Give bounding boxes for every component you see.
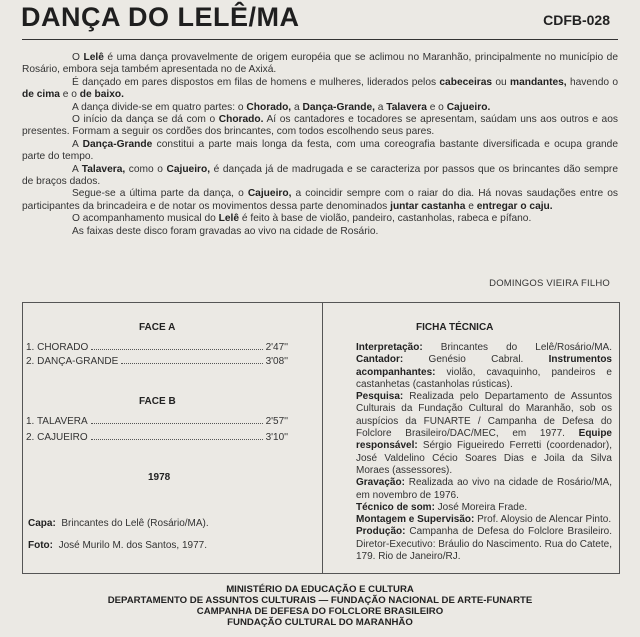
photo-credit: Foto: José Murilo M. dos Santos, 1977. [28,540,207,551]
box-divider [322,302,323,574]
footer-line: FUNDAÇÃO CULTURAL DO MARANHÃO [227,617,413,628]
paragraph-2: É dançado em pares dispostos em filas de homens e mulheres, liderados pelos cabeceiras ou mandantes, havendo o de cima e o de baixo. [22,76,618,101]
ficha-tecnica-title: FICHA TÉCNICA [416,322,494,333]
author-signature: DOMINGOS VIEIRA FILHO [489,278,610,289]
paragraph-3: A dança divide-se em quatro partes: o Chorado, a Dança-Grande, a Talavera e o Cajueiro. [72,101,491,113]
ficha-pesquisa: Pesquisa: Realizada pelo Departamento de Assuntos Culturais da Fundação Cultural do Maranhão, sob os auspícios da FUNARTE / Campanha de Defesa do Folclore Brasileiro/DAC/MEC, em 1977. Equipe responsável: Sérgio Figueiredo Ferretti (coordenador), José Valdelino Cécio Soares Dias e Joila da Silva Moraes (assessores). [356,391,612,476]
track-row: 2. CAJUEIRO 3'10'' [26,432,288,443]
catalog-number: CDFB-028 [543,12,610,28]
paragraph-1: O Lelê é uma dança provavelmente de origem européia que se aclimou no Maranhão, principalmente no município de Rosário, embora seja também apresentada no de Axixá. [22,52,618,76]
liner-notes [22,52,618,238]
track-row: 1. CHORADO 2'47'' [26,342,288,353]
release-year: 1978 [148,472,171,483]
paragraph-9: As faixas deste disco foram gravadas ao vivo na cidade de Rosário. [72,225,379,237]
track-row: 2. DANÇA-GRANDE 3'08'' [26,356,288,367]
ficha-tecnico: Técnico de som: José Moreira Frade. [356,501,528,513]
face-a-title: FACE A [139,322,176,333]
title-rule [22,39,618,40]
album-title: DANÇA DO LELÊ/MA [21,2,300,32]
face-b-title: FACE B [139,396,176,407]
ficha-tecnica [356,342,612,563]
paragraph-8: O acompanhamento musical do Lelê é feito à base de violão, pandeiro, castanholas, rabeca e pífano. [72,213,532,225]
paragraph-4: O início da dança se dá com o Chorado. Aí os cantadores e tocadores se apresentam, saúdam uns aos outros e aos presentes. Formam a seguir os cordões dos brincantes, com todos escolhendo seus pares. [22,114,618,138]
paragraph-6: A Talavera, como o Cajueiro, é dançada já de madrugada e se caracteriza por passos que os brincantes dão sempre de braços dados. [22,163,618,188]
track-row: 1. TALAVERA 2'57'' [26,416,288,427]
cover-credit: Capa: Brincantes do Lelê (Rosário/MA). [28,518,209,529]
paragraph-5: A Dança-Grande constitui a parte mais longa da festa, com uma coreografia bastante diversificada e ocupa grande parte do tempo. [22,138,618,163]
institution-footer [0,584,640,628]
footer-line: CAMPANHA DE DEFESA DO FOLCLORE BRASILEIRO [196,606,444,617]
ficha-montagem: Montagem e Supervisão: Prof. Aloysio de Alencar Pinto. [356,514,612,526]
paragraph-7: Segue-se a última parte da dança, o Cajueiro, a coincidir sempre com o raiar do dia. Há novas saudações entre os participantes da brincadeira e de notar os movimentos dessa parte denominados juntar castanha e entregar o caju. [22,188,618,212]
ficha-interpretacao: Interpretação: Brincantes do Lelê/Rosário/MA. Cantador: Genésio Cabral. Instrumentos acompanhantes: violão, cavaquinho, pandeiros e castanhetas (castanholas rústicas). [356,342,612,390]
ficha-producao: Produção: Campanha de Defesa do Folclore Brasileiro. Diretor-Executivo: Bráulio do Nascimento. Rua do Catete, 179. Rio de Janeiro/RJ. [356,526,612,563]
ficha-gravacao: Gravação: Realizada ao vivo na cidade de Rosário/MA, em novembro de 1976. [356,477,612,501]
footer-line: MINISTÉRIO DA EDUCAÇÃO E CULTURA [226,584,414,595]
footer-line: DEPARTAMENTO DE ASSUNTOS CULTURAIS — FUNDAÇÃO NACIONAL DE ARTE-FUNARTE [107,595,533,606]
